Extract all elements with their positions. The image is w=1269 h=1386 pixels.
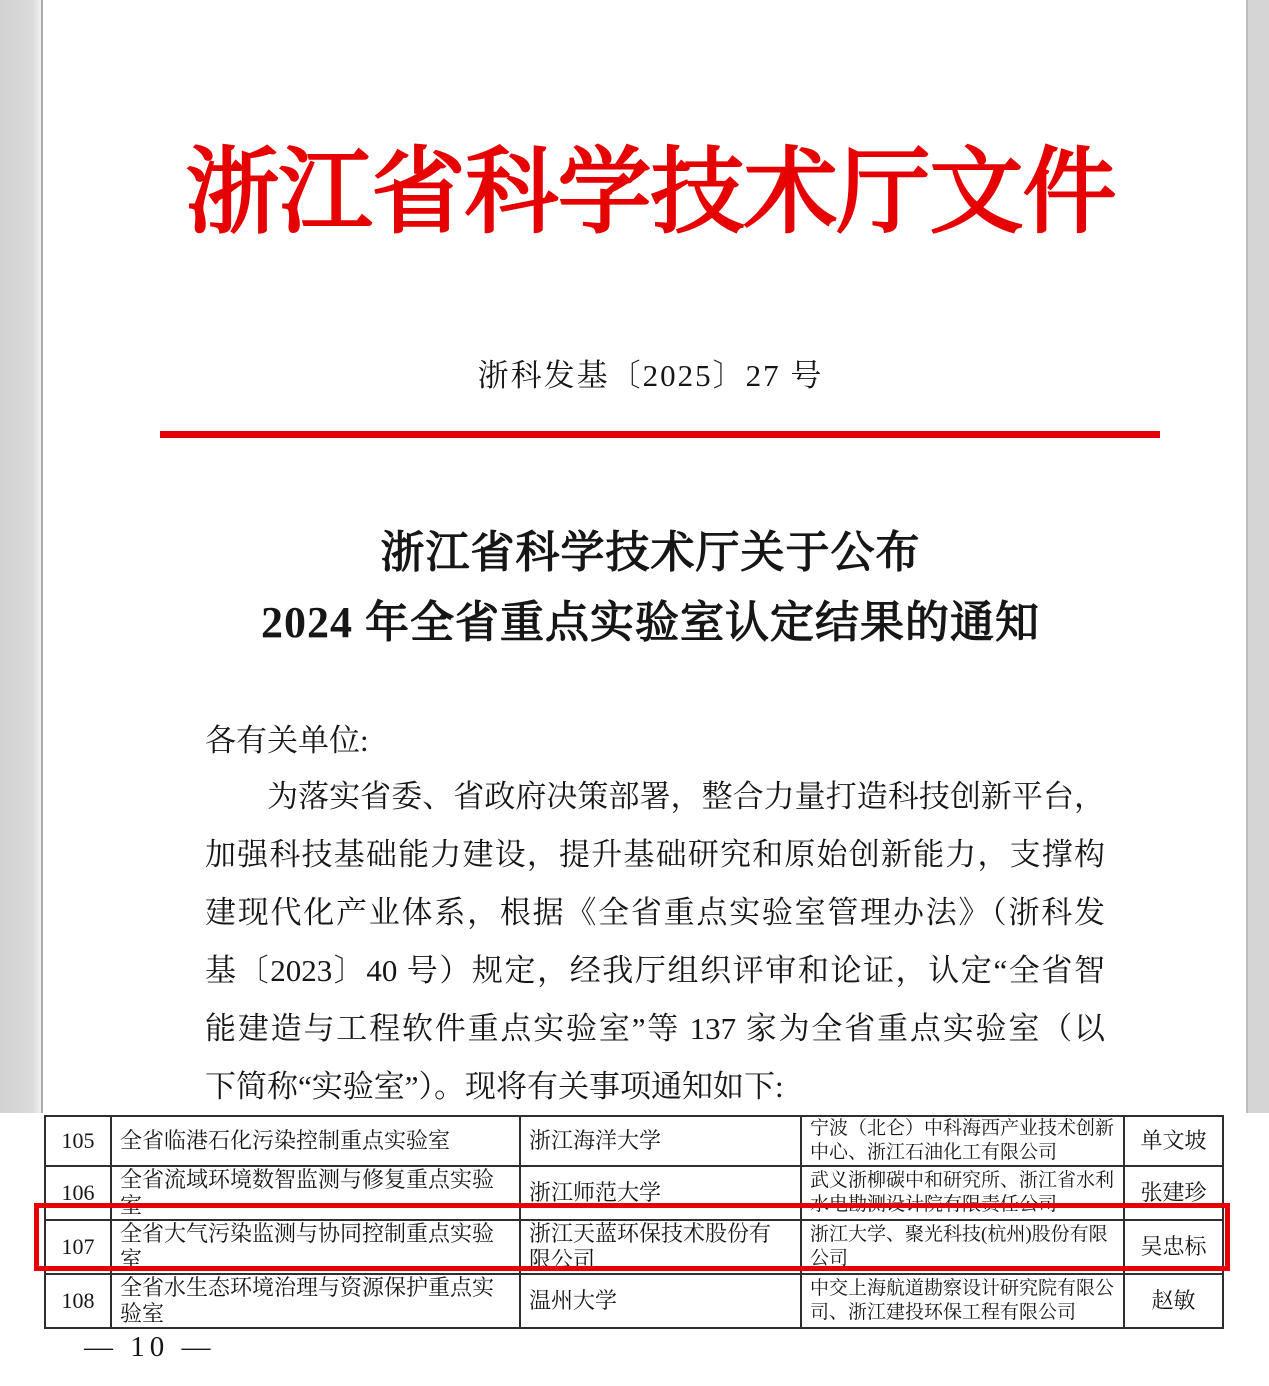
partner-institutions: 宁波（北仑）中科海西产业技术创新中心、浙江石油化工有限公司 [801, 1116, 1124, 1166]
partner-institutions: 浙江大学、聚光科技(杭州)股份有限公司 [801, 1220, 1124, 1274]
results-table-page [0, 1113, 1269, 1386]
lab-director: 单文坡 [1124, 1116, 1223, 1166]
lab-name: 全省大气污染监测与协同控制重点实验室 [111, 1220, 520, 1274]
host-institution: 浙江天蓝环保技术股份有限公司 [520, 1220, 801, 1274]
body-line: 能建造与工程软件重点实验室”等 137 家为全省重点实验室（以 [205, 1011, 1105, 1046]
lab-director: 赵敏 [1124, 1274, 1223, 1328]
body-line: 加强科技基础能力建设，提升基础研究和原始创新能力，支撑构 [205, 837, 1105, 872]
host-institution: 温州大学 [520, 1274, 801, 1328]
lab-director: 吴忠标 [1124, 1220, 1223, 1274]
page-left-margin [0, 0, 43, 1113]
lab-name: 全省临港石化污染控制重点实验室 [111, 1116, 520, 1166]
table-row [45, 1274, 1223, 1328]
table-row [45, 1166, 1223, 1220]
lab-table-body [45, 1116, 1223, 1328]
row-number: 108 [45, 1274, 111, 1328]
body-line: 下简称“实验室”）。现将有关事项通知如下: [205, 1069, 784, 1104]
table-row [45, 1220, 1223, 1274]
row-number: 107 [45, 1220, 111, 1274]
page-number: — 10 — [84, 1331, 216, 1363]
lab-name: 全省水生态环境治理与资源保护重点实验室 [111, 1274, 520, 1328]
table-row [45, 1116, 1223, 1166]
row-number: 105 [45, 1116, 111, 1166]
partner-institutions: 武义浙柳碳中和研究所、浙江省水利水电勘测设计院有限责任公司 [801, 1166, 1124, 1220]
salutation: 各有关单位: [205, 723, 369, 758]
lab-director: 张建珍 [1124, 1166, 1223, 1220]
lab-name: 全省流域环境数智监测与修复重点实验室 [111, 1166, 520, 1220]
body-line: 基〔2023〕40 号）规定，经我厅组织评审和论证，认定“全省智 [205, 953, 1105, 988]
partner-institutions: 中交上海航道勘察设计研究院有限公司、浙江建投环保工程有限公司 [801, 1274, 1124, 1328]
row-number: 106 [45, 1166, 111, 1220]
host-institution: 浙江师范大学 [520, 1166, 801, 1220]
body-line: 为落实省委、省政府决策部署，整合力量打造科技创新平台， [205, 779, 1105, 814]
notice-title-line1: 浙江省科学技术厅关于公布 [380, 528, 921, 577]
notice-body [205, 768, 1105, 1113]
body-line: 建现代化产业体系，根据《全省重点实验室管理办法》（浙科发 [205, 895, 1105, 930]
agency-letterhead: 浙江省科学技术厅文件 [185, 141, 1116, 245]
lab-results-table [44, 1115, 1224, 1329]
red-divider-line [160, 431, 1160, 438]
doc-number: 浙科发基〔2025〕27 号 [477, 358, 824, 393]
page-right-margin [1246, 0, 1269, 1113]
host-institution: 浙江海洋大学 [520, 1116, 801, 1166]
notice-title-line2: 2024 年全省重点实验室认定结果的通知 [261, 598, 1040, 647]
